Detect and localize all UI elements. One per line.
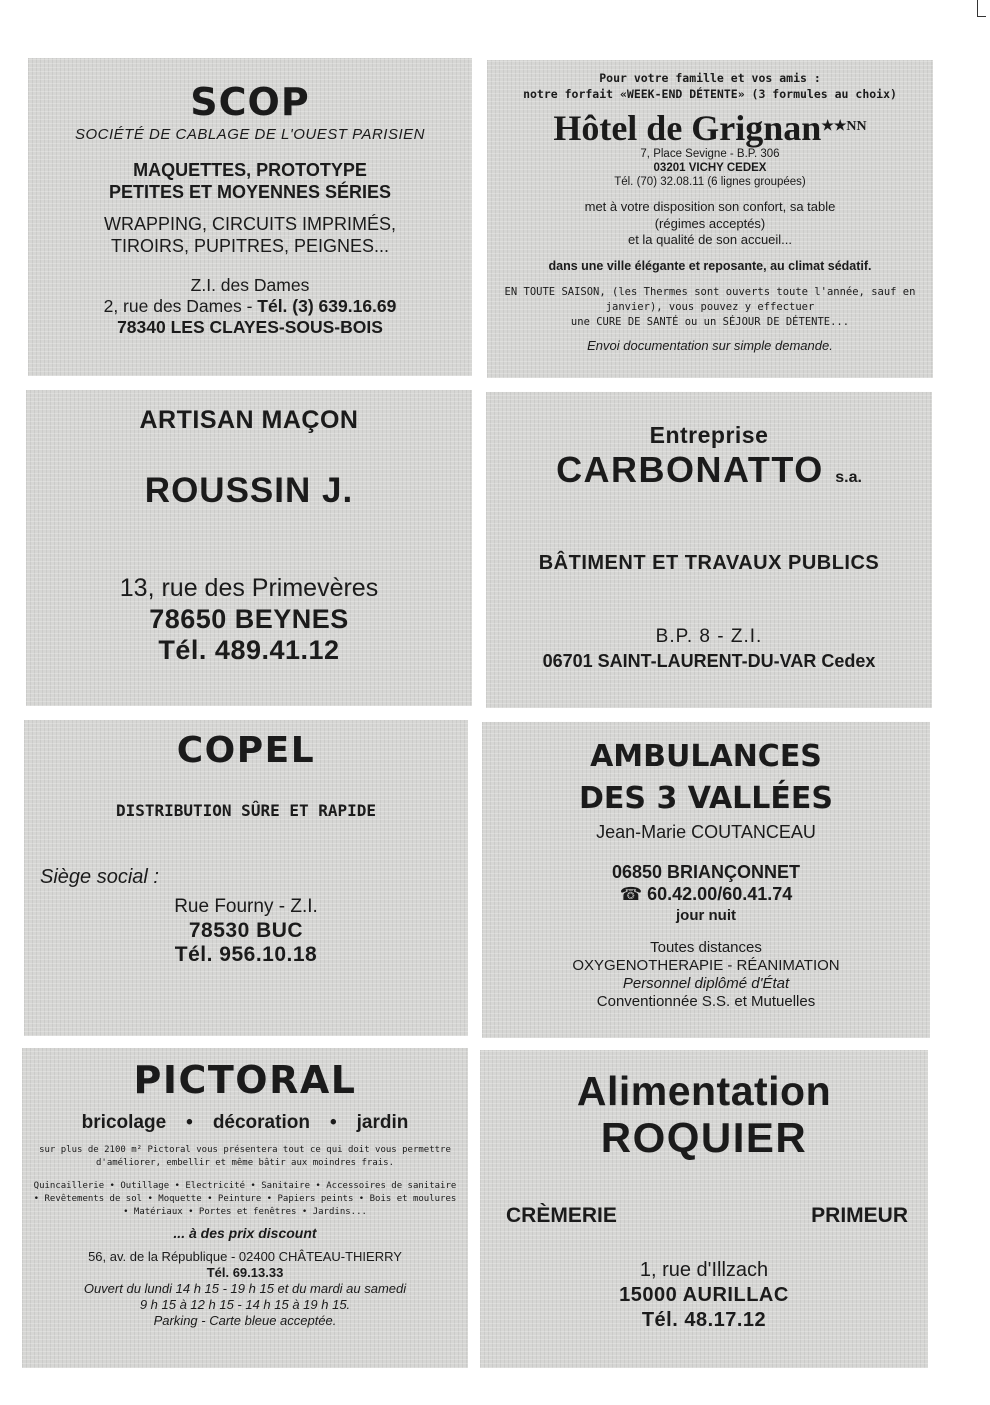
- ambulances-phones: 60.42.00/60.41.74: [647, 884, 793, 904]
- carbonatto-suffix: s.a.: [835, 469, 862, 486]
- roussin-street: 13, rue des Primevères: [119, 574, 379, 602]
- carbonatto-address2: 06701 SAINT-LAURENT-DU-VAR Cedex: [542, 651, 876, 671]
- crop-mark: [977, 0, 986, 17]
- pictoral-description: [22, 1144, 468, 1170]
- hotel-season-line1: EN TOUTE SAISON, (les Thermes sont ouverts toute l'année, sauf en: [504, 285, 916, 298]
- pictoral-list3: • Matériaux • Portes et fenêtres • Jardins...: [123, 1207, 367, 1217]
- carbonatto-name-text: CARBONATTO: [556, 449, 824, 490]
- hotel-intro-line1: Pour votre famille et vos amis :: [599, 71, 821, 85]
- scop-phone: Tél. (3) 639.16.69: [257, 296, 397, 316]
- carbonatto-activity: BÂTIMENT ET TRAVAUX PUBLICS: [538, 552, 880, 574]
- hotel-tagline: dans une ville élégante et reposante, au climat sédatif.: [548, 258, 872, 273]
- ad-roussin: [26, 390, 472, 706]
- bullet-icon: •: [329, 1112, 337, 1133]
- roussin-city: 78650 BEYNES: [149, 604, 349, 634]
- pictoral-cat3: jardin: [356, 1112, 409, 1133]
- roussin-phone: Tél. 489.41.12: [158, 635, 340, 665]
- hotel-phone: Tél. (70) 32.08.11 (6 lignes groupées): [614, 176, 806, 188]
- scop-subtitle: SOCIÉTÉ DE CABLAGE DE L'OUEST PARISIEN: [74, 126, 425, 143]
- pictoral-categories: [22, 1112, 468, 1134]
- roquier-city: 15000 AURILLAC: [619, 1284, 789, 1306]
- hotel-stars: ★★NN: [821, 119, 867, 134]
- roquier-right: PRIMEUR: [811, 1204, 908, 1227]
- hotel-body-line3: et la qualité de son accueil...: [627, 232, 793, 247]
- scop-address-line2: [28, 296, 472, 317]
- scop-street: 2, rue des Dames -: [103, 296, 258, 316]
- pictoral-parking: Parking - Carte bleue acceptée.: [153, 1313, 337, 1328]
- hotel-name: [487, 108, 933, 147]
- pictoral-hours1: Ouvert du lundi 14 h 15 - 19 h 15 et du mardi au samedi: [83, 1281, 407, 1296]
- ambulances-line2: OXYGENOTHERAPIE - RÉANIMATION: [572, 957, 840, 974]
- carbonatto-address1: B.P. 8 - Z.I.: [655, 626, 763, 647]
- ambulances-title: [482, 722, 930, 820]
- pictoral-list2: • Revêtements de sol • Moquette • Peinture • Papiers peints • Bois et moulures: [33, 1194, 457, 1204]
- pictoral-hours2: 9 h 15 à 12 h 15 - 14 h 15 à 19 h 15.: [139, 1297, 351, 1312]
- scop-name: SCOP: [190, 80, 310, 124]
- scop-services: [28, 159, 472, 203]
- roussin-trade: ARTISAN MAÇON: [139, 406, 359, 434]
- roquier-departments: [480, 1204, 928, 1228]
- pictoral-discount: ... à des prix discount: [173, 1225, 317, 1241]
- roquier-name: ROQUIER: [600, 1114, 808, 1161]
- ambulances-line3: Personnel diplômé d'État: [622, 975, 790, 992]
- roquier-left: CRÈMERIE: [506, 1204, 617, 1227]
- hotel-body-line1: met à votre disposition son confort, sa table: [584, 199, 836, 214]
- ambulances-line1: Toutes distances: [650, 939, 762, 956]
- carbonatto-line1: Entreprise: [649, 422, 769, 448]
- pictoral-address: 56, av. de la République - 02400 CHÂTEAU-THIERRY: [88, 1249, 402, 1264]
- ambulances-title-line2: DES 3 VALLÉES: [579, 781, 833, 816]
- hotel-name-text: Hôtel de Grignan: [553, 108, 822, 148]
- scop-services-2: [28, 213, 472, 257]
- hotel-address-line1: 7, Place Sevigne - B.P. 306: [640, 148, 780, 160]
- pictoral-cat2: décoration: [212, 1112, 310, 1133]
- hotel-season: [487, 285, 933, 330]
- copel-city: 78530 BUC: [188, 919, 304, 942]
- ambulances-title-line1: AMBULANCES: [590, 739, 822, 774]
- ambulances-phone-line: [482, 883, 930, 905]
- phone-icon: ☎: [619, 884, 643, 904]
- hotel-intro: [487, 60, 933, 102]
- hotel-body-line2: (régimes acceptés): [654, 215, 766, 231]
- copel-street: Rue Fourny - Z.I.: [174, 896, 318, 917]
- copel-name: COPEL: [176, 730, 316, 771]
- roquier-line1: Alimentation: [576, 1068, 832, 1114]
- hotel-footer: Envoi documentation sur simple demande.: [587, 337, 833, 353]
- hotel-address-line2: 03201 VICHY CEDEX: [653, 162, 767, 174]
- ad-ambulances: [482, 722, 930, 1038]
- ambulances-city: 06850 BRIANÇONNET: [611, 862, 801, 882]
- scop-address-line1: Z.I. des Dames: [190, 275, 310, 295]
- ambulances-line4: Conventionnée S.S. et Mutuelles: [596, 993, 816, 1010]
- scop-city: 78340 LES CLAYES-SOUS-BOIS: [117, 317, 383, 337]
- copel-tagline: DISTRIBUTION SÛRE ET RAPIDE: [115, 801, 377, 820]
- carbonatto-name: [486, 448, 932, 500]
- pictoral-phone: Tél. 69.13.33: [206, 1265, 284, 1280]
- bullet-icon: •: [186, 1112, 193, 1133]
- ambulances-owner: Jean-Marie COUTANCEAU: [596, 822, 816, 842]
- pictoral-cat1: bricolage: [81, 1112, 167, 1133]
- pictoral-list1: Quincaillerie • Outillage • Electricité • Sanitaire • Accessoires de sanitaire: [33, 1181, 457, 1191]
- scop-service-line: TIROIRS, PUPITRES, PEIGNES...: [110, 236, 390, 256]
- hotel-body: [487, 199, 933, 249]
- ad-pictoral: [22, 1048, 468, 1368]
- hotel-intro-line2: notre forfait «WEEK-END DÉTENTE» (3 formules au choix): [523, 87, 897, 101]
- ambulances-contact: [482, 861, 930, 905]
- ad-hotel-grignan: [487, 60, 933, 378]
- copel-phone: Tél. 956.10.18: [174, 943, 318, 966]
- roquier-street: 1, rue d'Illzach: [639, 1259, 769, 1281]
- hotel-address: [487, 147, 933, 189]
- ad-scop: [28, 58, 472, 376]
- copel-siege-label: Siège social :: [40, 866, 159, 888]
- hotel-season-line3: une CURE DE SANTÉ ou un SÉJOUR DE DÉTENTE...: [570, 315, 850, 328]
- ad-roquier: [480, 1050, 928, 1368]
- pictoral-hours: [22, 1281, 468, 1329]
- roquier-phone: Tél. 48.17.12: [641, 1309, 767, 1331]
- pictoral-products: [22, 1180, 468, 1219]
- hotel-season-line2: janvier), vous pouvez y effectuer: [605, 300, 815, 313]
- pictoral-desc1: sur plus de 2100 m² Pictoral vous présentera tout ce qui doit vous permettre: [39, 1145, 451, 1155]
- ad-carbonatto: [486, 392, 932, 708]
- pictoral-name: PICTORAL: [133, 1058, 357, 1102]
- roussin-name: ROUSSIN J.: [144, 471, 354, 510]
- scop-service-line: MAQUETTES, PROTOTYPE: [133, 160, 367, 180]
- scop-address: [28, 275, 472, 338]
- scop-service-line: PETITES ET MOYENNES SÉRIES: [108, 182, 392, 202]
- ad-copel: [24, 720, 468, 1036]
- ambulances-hours: jour nuit: [676, 907, 736, 924]
- scop-service-line: WRAPPING, CIRCUITS IMPRIMÉS,: [103, 214, 397, 234]
- pictoral-desc2: d'améliorer, embellir et même bâtir aux moindres frais.: [95, 1158, 394, 1168]
